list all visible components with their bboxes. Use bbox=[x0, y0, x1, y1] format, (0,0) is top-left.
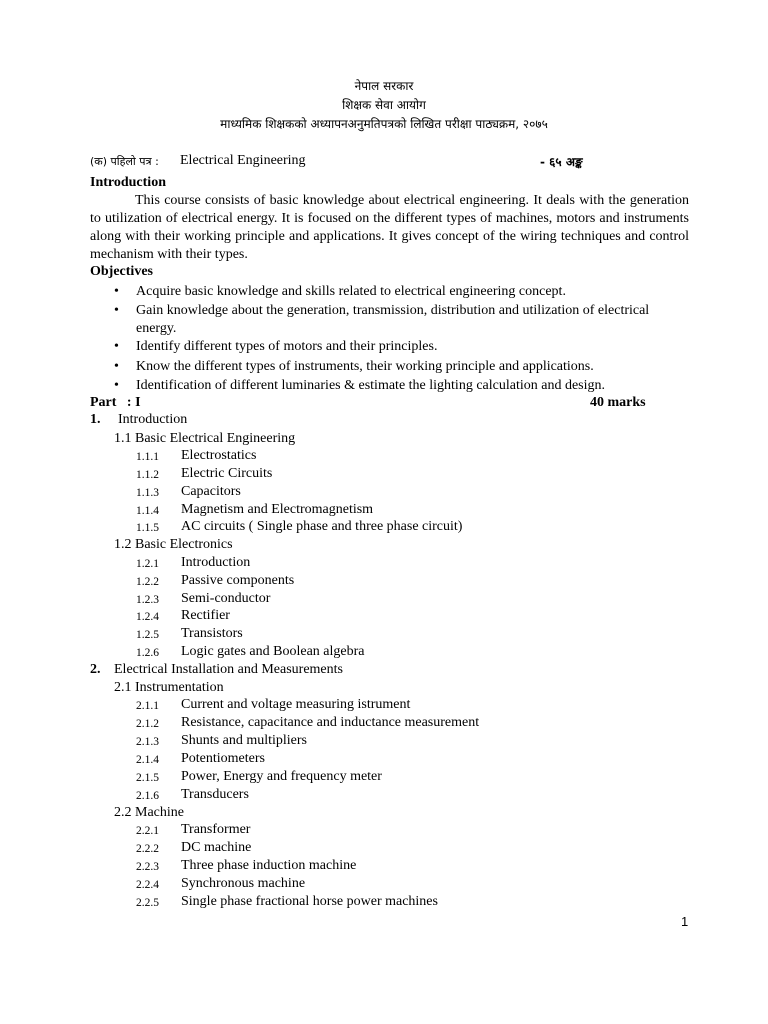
objective-item: Identification of different luminaries & estimate the lighting calculation and design. bbox=[136, 378, 605, 393]
item-number: 2.1.3 bbox=[136, 736, 159, 748]
item-text: Resistance, capacitance and inductance measurement bbox=[181, 715, 480, 730]
paper-marks: - ६५ अङ्क bbox=[540, 155, 583, 169]
unit-title: Electrical Installation and Measurements bbox=[114, 662, 343, 677]
item-text: Electric Circuits bbox=[181, 466, 273, 481]
paper-subject: Electrical Engineering bbox=[180, 153, 306, 168]
part-marks: 40 marks bbox=[590, 395, 646, 410]
bullet-icon: • bbox=[114, 339, 119, 354]
header-commission: शिक्षक सेवा आयोग bbox=[342, 98, 426, 112]
item-number: 2.1.2 bbox=[136, 718, 159, 730]
section-title: 1.1 Basic Electrical Engineering bbox=[114, 431, 296, 446]
item-number: 1.2.4 bbox=[136, 611, 159, 623]
item-number: 2.2.1 bbox=[136, 825, 159, 837]
item-text: Three phase induction machine bbox=[181, 858, 357, 873]
item-text: Shunts and multipliers bbox=[181, 733, 307, 748]
item-number: 2.2.4 bbox=[136, 879, 159, 891]
item-number: 1.2.2 bbox=[136, 576, 159, 588]
item-text: Potentiometers bbox=[181, 751, 265, 766]
objective-item: Identify different types of motors and their principles. bbox=[136, 339, 438, 354]
item-number: 2.1.5 bbox=[136, 772, 159, 784]
item-number: 1.2.6 bbox=[136, 647, 159, 659]
item-number: 1.2.3 bbox=[136, 594, 159, 606]
section-title: 1.2 Basic Electronics bbox=[114, 537, 233, 552]
unit-number: 1. bbox=[90, 412, 101, 427]
item-number: 1.2.1 bbox=[136, 558, 159, 570]
item-text: Magnetism and Electromagnetism bbox=[181, 502, 374, 517]
item-text: AC circuits ( Single phase and three phase circuit) bbox=[181, 519, 463, 534]
introduction-body: This course consists of basic knowledge about electrical engineering. It deals with the generation to utilization of electrical energy. It is focused on the different types of machines, motors and instruments along with their working principle and applications. It gives concept of the wiring techniques and control mechanism with their types. bbox=[90, 193, 689, 262]
item-number: 2.2.2 bbox=[136, 843, 159, 855]
item-text: Transistors bbox=[181, 626, 243, 641]
item-number: 1.1.4 bbox=[136, 505, 159, 517]
item-text: Rectifier bbox=[181, 608, 230, 623]
item-text: Single phase fractional horse power machines bbox=[181, 894, 438, 909]
item-text: Introduction bbox=[181, 555, 251, 570]
item-text: DC machine bbox=[181, 840, 252, 855]
page-number: 1 bbox=[681, 914, 689, 929]
item-text: Transformer bbox=[181, 822, 251, 837]
item-text: Semi-conductor bbox=[181, 591, 271, 606]
objective-item: Gain knowledge about the generation, transmission, distribution and utilization of electrical energy. bbox=[136, 303, 650, 336]
item-text: Synchronous machine bbox=[181, 876, 306, 891]
item-number: 2.1.4 bbox=[136, 754, 159, 766]
header-government: नेपाल सरकार bbox=[354, 79, 414, 93]
header-syllabus-title: माध्यमिक शिक्षकको अध्यापनअनुमतिपत्रको लिखित परीक्षा पाठ्यक्रम, २०७५ bbox=[220, 117, 548, 131]
introduction-heading: Introduction bbox=[90, 175, 166, 190]
bullet-icon: • bbox=[114, 303, 119, 318]
item-number: 1.1.1 bbox=[136, 451, 159, 463]
item-text: Transducers bbox=[181, 787, 249, 802]
item-number: 1.1.2 bbox=[136, 469, 159, 481]
item-number: 2.1.6 bbox=[136, 790, 159, 802]
item-number: 2.2.3 bbox=[136, 861, 159, 873]
paper-label: (क) पहिलो पत्र : bbox=[90, 155, 159, 168]
item-text: Electrostatics bbox=[181, 448, 257, 463]
objective-item: Acquire basic knowledge and skills related to electrical engineering concept. bbox=[136, 284, 566, 299]
item-number: 1.2.5 bbox=[136, 629, 159, 641]
item-text: Passive components bbox=[181, 573, 295, 588]
introduction-paragraph bbox=[90, 192, 689, 264]
item-number: 1.1.5 bbox=[136, 522, 159, 534]
unit-title: Introduction bbox=[118, 412, 188, 427]
unit-number: 2. bbox=[90, 662, 101, 677]
section-title: 2.1 Instrumentation bbox=[114, 680, 224, 695]
item-text: Current and voltage measuring istrument bbox=[181, 697, 411, 712]
part-label: Part : I bbox=[90, 395, 141, 410]
item-number: 1.1.3 bbox=[136, 487, 159, 499]
objective-item: Know the different types of instruments, their working principle and applications. bbox=[136, 359, 594, 374]
bullet-icon: • bbox=[114, 359, 119, 374]
item-number: 2.2.5 bbox=[136, 897, 159, 909]
item-text: Logic gates and Boolean algebra bbox=[181, 644, 365, 659]
item-text: Capacitors bbox=[181, 484, 241, 499]
bullet-icon: • bbox=[114, 284, 119, 299]
objectives-heading: Objectives bbox=[90, 264, 153, 279]
section-title: 2.2 Machine bbox=[114, 805, 184, 820]
bullet-icon: • bbox=[114, 378, 119, 393]
item-text: Power, Energy and frequency meter bbox=[181, 769, 382, 784]
item-number: 2.1.1 bbox=[136, 700, 159, 712]
